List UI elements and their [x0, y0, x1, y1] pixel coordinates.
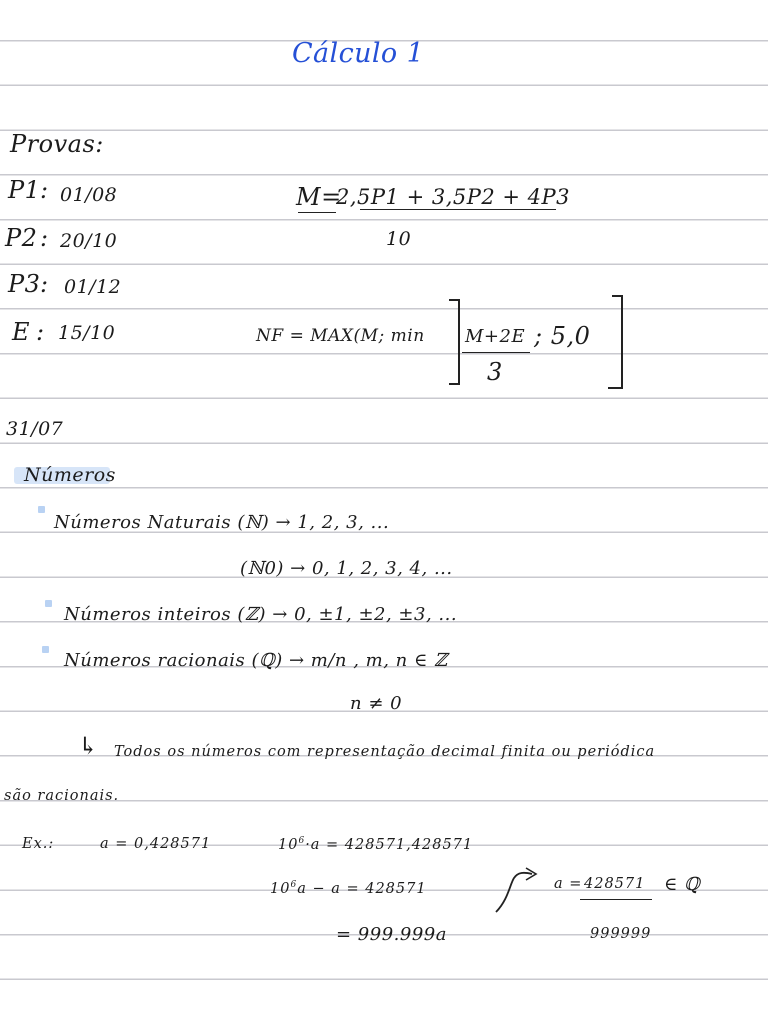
mult-rest: ·a = 428571,428571	[305, 836, 474, 853]
racionais-line: Números racionais (ℚ) → m/n , m, n ∈ ℤ	[64, 650, 448, 671]
date-entry: 31/07	[6, 418, 64, 440]
prova-label: E	[12, 318, 31, 346]
inteiros-line: Números inteiros (ℤ) → 0, ±1, ±2, ±3, ...	[64, 604, 458, 625]
prova-date: 01/08	[60, 184, 118, 206]
prova-sep: :	[40, 176, 49, 204]
formula-m-numerator: 2,5P1 + 3,5P2 + 4P3	[336, 185, 571, 209]
fraction-numerator: 428571	[584, 876, 646, 892]
provas-heading: Provas:	[10, 130, 104, 158]
page-title: Cálculo 1	[292, 38, 425, 69]
formula-nf-lhs: NF = MAX(M; min	[256, 326, 425, 346]
formula-nf-numerator: M+2E	[465, 326, 526, 347]
prova-sep: :	[36, 318, 45, 346]
example-result: = 999.999a	[336, 924, 447, 945]
right-bracket	[608, 296, 622, 388]
prova-date: 01/12	[64, 276, 122, 298]
implies-arrow-icon	[496, 873, 532, 912]
sub-base: 10	[270, 880, 291, 897]
racionais-condition: n ≠ 0	[350, 693, 403, 714]
naturais-line: Números Naturais (ℕ) → 1, 2, 3, ...	[54, 512, 390, 533]
prova-date: 15/10	[58, 322, 116, 344]
sub-rest: a − a = 428571	[297, 880, 427, 897]
prova-sep: :	[40, 270, 49, 298]
fraction-lhs: a =	[554, 876, 583, 892]
fraction-denominator: 999999	[590, 926, 652, 942]
mult-base: 10	[278, 836, 299, 853]
formula-nf-tail: ; 5,0	[534, 322, 591, 350]
mult-exponent: 6	[298, 836, 306, 846]
sub-exponent: 6	[290, 880, 298, 890]
naturais-zero-line: (ℕ0) → 0, 1, 2, 3, 4, ...	[240, 558, 453, 579]
example-a-definition: a = 0,428571	[100, 836, 212, 852]
prova-label: P1	[8, 176, 41, 204]
prova-label: P3	[8, 270, 41, 298]
formula-m-denominator: 10	[386, 228, 412, 250]
note-line-2: são racionais.	[4, 788, 120, 804]
example-label: Ex.:	[22, 836, 55, 852]
fraction-relation: ∈ ℚ	[664, 874, 701, 895]
formula-m-lhs: M=	[296, 183, 342, 211]
numeros-heading: Números	[24, 464, 116, 486]
formula-nf-denominator: 3	[487, 358, 503, 386]
left-bracket	[449, 300, 459, 384]
prova-date: 20/10	[60, 230, 118, 252]
prova-label: P2	[5, 224, 38, 252]
note-arrow: ↳	[78, 732, 99, 760]
prova-sep: :	[40, 224, 49, 252]
note-line-1: Todos os números com representação decimal finita ou periódica	[114, 744, 656, 760]
